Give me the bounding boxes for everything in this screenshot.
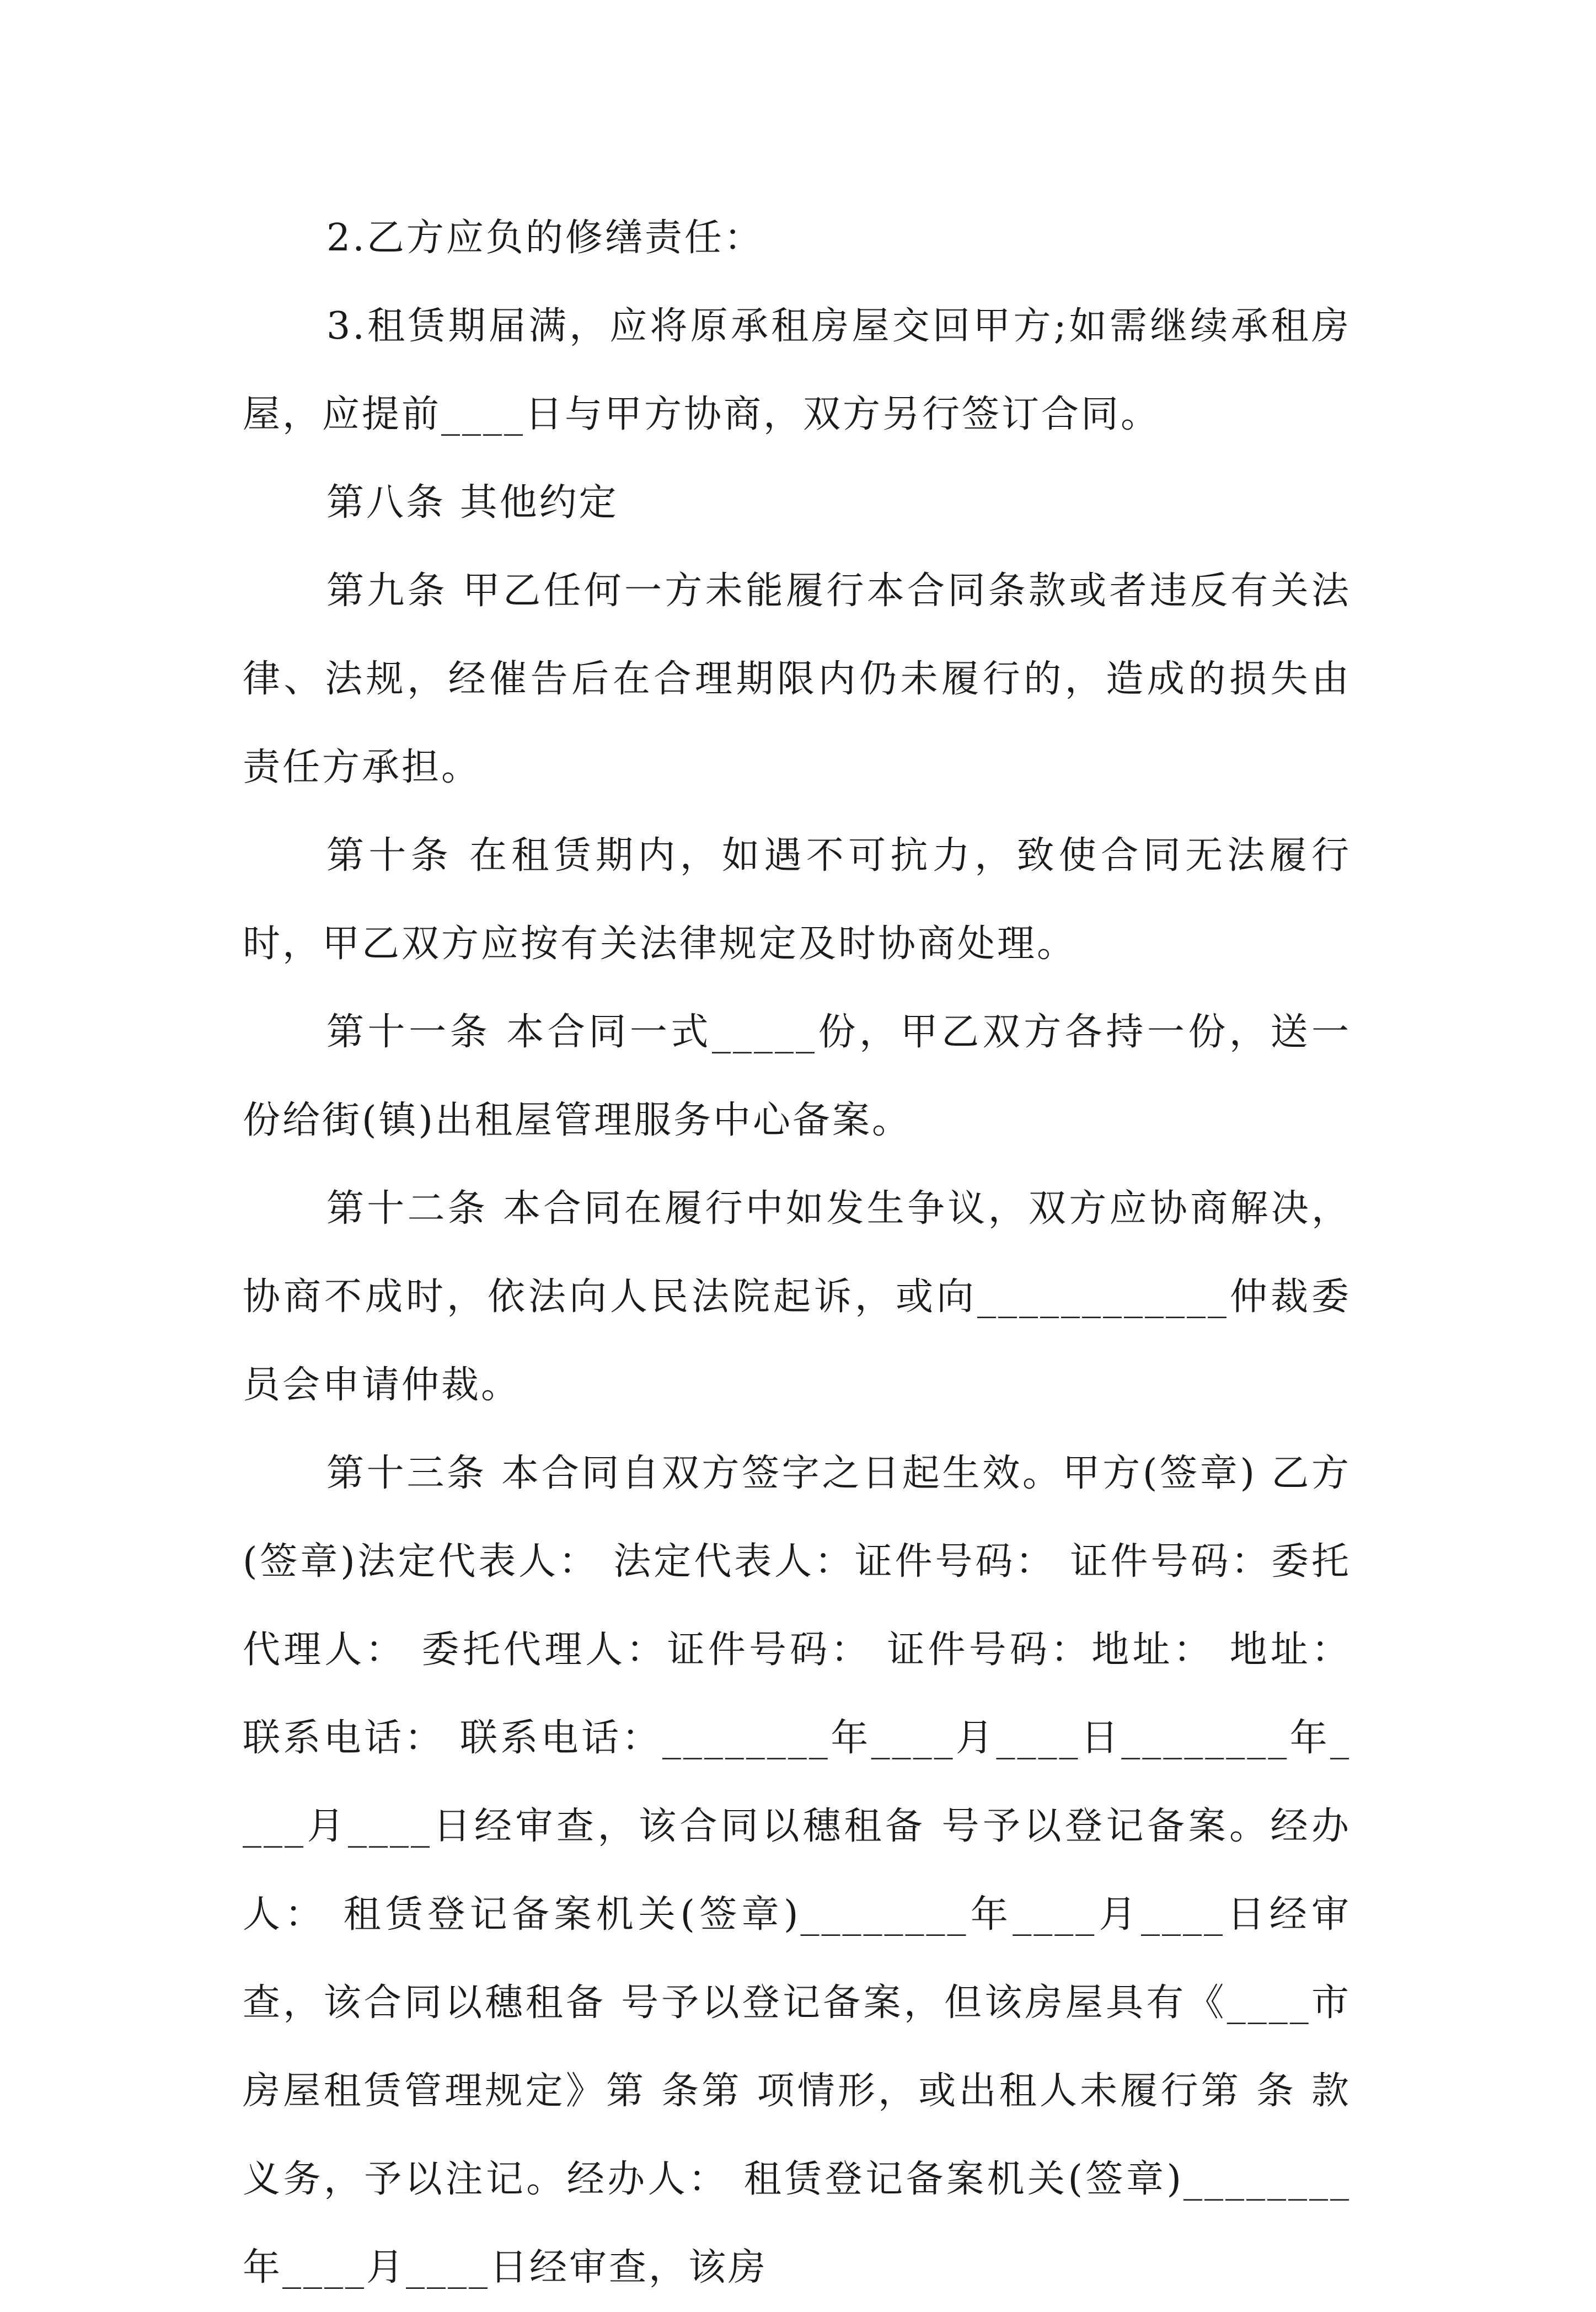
paragraph-article-11: 第十一条 本合同一式_____份，甲乙双方各持一份，送一份给街(镇)出租屋管理服务中心备案。 [243, 1010, 1351, 1142]
paragraph-repair-duty: 2.乙方应负的修缮责任： [326, 216, 764, 260]
paragraph-article-12: 第十二条 本合同在履行中如发生争议，双方应协商解决，协商不成时，依法向人民法院起诉，或向____________仲裁委员会申请仲裁。 [243, 1187, 1351, 1407]
paragraph-lease-expiry: 3.租赁期届满，应将原承租房屋交回甲方;如需继续承租房屋，应提前____日与甲方协商，双方另行签订合同。 [243, 304, 1351, 436]
paragraph-article-10: 第十条 在租赁期内，如遇不可抗力，致使合同无法履行时，甲乙双方应按有关法律规定及时协商处理。 [243, 834, 1351, 966]
paragraph-article-13: 第十三条 本合同自双方签字之日起生效。甲方(签章) 乙方(签章)法定代表人： 法定代表人：证件号码： 证件号码：委托代理人： 委托代理人：证件号码： 证件号码：地址： 地址：联系电话： 联系电话：________年____月____日________年____月____日经审查，该合同以穗租备 号予以登记备案。经办人： 租赁登记备案机关(签章)________年____月____日经审查，该合同以穗租备 号予以登记备案，但该房屋具有《____市房屋租赁管理规定》第 条第 项情形，或出租人未履行第 条 款义务，予以注记。经办人： 租赁登记备案机关(签章)________年____月____日经审查，该房 [243, 1452, 1351, 2289]
paragraph-article-9: 第九条 甲乙任何一方未能履行本合同条款或者违反有关法律、法规，经催告后在合理期限内仍未履行的，造成的损失由责任方承担。 [243, 569, 1351, 789]
document-body [243, 194, 1351, 2312]
paragraph-article-8: 第八条 其他约定 [326, 481, 619, 525]
